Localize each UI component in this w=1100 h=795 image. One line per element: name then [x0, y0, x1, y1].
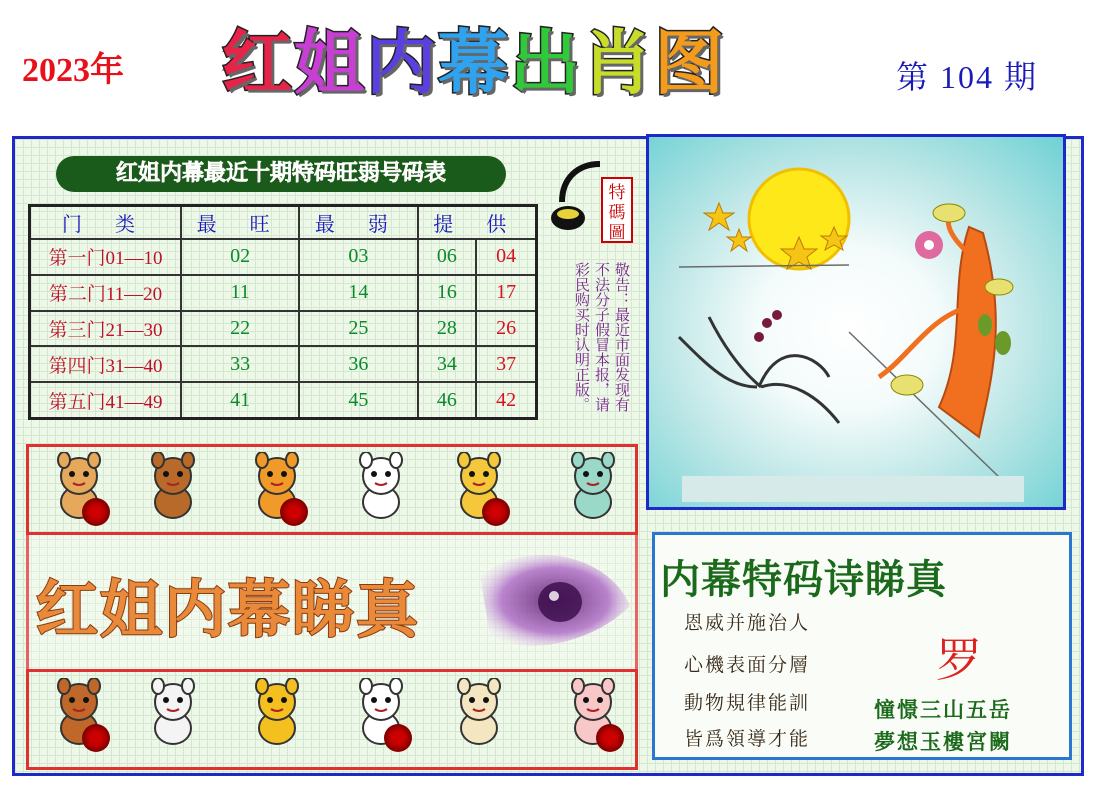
- cell-p2: 17: [476, 275, 536, 311]
- table-header-row: [30, 206, 537, 240]
- header-max: 最 旺: [181, 206, 299, 240]
- table-row: [30, 382, 537, 418]
- cell-p2: 04: [476, 239, 536, 275]
- poem-line: 心機表面分層: [684, 654, 811, 676]
- eye-icon: [470, 536, 640, 670]
- header-min: 最 弱: [299, 206, 417, 240]
- cell-label: 第二门11—20: [30, 275, 181, 311]
- title-char: 图: [654, 22, 726, 104]
- red-blot-marker: [596, 724, 624, 752]
- moon-tree-illustration: [646, 134, 1066, 510]
- year-label: 2023年: [22, 52, 124, 89]
- cell-max: 41: [181, 382, 299, 418]
- header-category: 门 类: [30, 206, 181, 240]
- table-row: [30, 311, 537, 347]
- title-char: 出: [510, 22, 582, 104]
- cell-min: 03: [299, 239, 417, 275]
- cell-p1: 28: [418, 311, 477, 347]
- issue-number: 第 104 期: [896, 59, 1039, 95]
- poem-green-line: 憧憬三山五岳: [874, 698, 1012, 722]
- cell-max: 02: [181, 239, 299, 275]
- goat-icon: [140, 678, 206, 748]
- monkey-icon: [244, 678, 310, 748]
- title-char: 红: [222, 22, 294, 104]
- red-blot-marker: [82, 498, 110, 526]
- poem-line: 動物規律能訓: [684, 692, 811, 714]
- ox-icon: [140, 452, 206, 522]
- cell-min: 36: [299, 346, 417, 382]
- cell-min: 25: [299, 311, 417, 347]
- poem-highlight: 罗: [936, 633, 982, 687]
- poem-line: 恩威并施治人: [684, 612, 811, 634]
- title-char: 内: [366, 22, 438, 104]
- cell-max: 11: [181, 275, 299, 311]
- title-char: 肖: [582, 22, 654, 104]
- red-blot-marker: [482, 498, 510, 526]
- banner-title: 红姐内幕睇真: [36, 573, 421, 646]
- badge-char: 圖: [608, 223, 626, 243]
- rabbit-icon: [348, 452, 414, 522]
- red-blot-marker: [82, 724, 110, 752]
- notice-text: 敬告：最近市面发现有不法分子假冒本报，请彩民购买时认明正版。: [573, 262, 631, 412]
- cell-p1: 06: [418, 239, 477, 275]
- number-table: [28, 204, 538, 420]
- caption-bar: [682, 476, 1024, 502]
- tema-badge-icon: [548, 158, 634, 244]
- cell-p1: 46: [418, 382, 477, 418]
- page-title: [222, 22, 726, 104]
- title-char: 姐: [294, 22, 366, 104]
- cell-label: 第三门21—30: [30, 311, 181, 347]
- red-blot-marker: [384, 724, 412, 752]
- table-title: 红姐内幕最近十期特码旺弱号码表: [56, 156, 506, 192]
- snake-icon: [560, 452, 626, 522]
- badge-char: 碼: [608, 203, 626, 223]
- poem-title: 内幕特码诗睇真: [660, 556, 947, 603]
- cell-min: 14: [299, 275, 417, 311]
- red-blot-marker: [280, 498, 308, 526]
- cell-label: 第五门41—49: [30, 382, 181, 418]
- cell-p2: 26: [476, 311, 536, 347]
- cell-min: 45: [299, 382, 417, 418]
- cell-p1: 34: [418, 346, 477, 382]
- table-row: [30, 239, 537, 275]
- table-row: [30, 275, 537, 311]
- header-provide: 提 供: [418, 206, 537, 240]
- cell-p2: 37: [476, 346, 536, 382]
- badge-char: 特: [608, 183, 626, 203]
- cell-max: 22: [181, 311, 299, 347]
- title-char: 幕: [438, 22, 510, 104]
- poem-line: 皆爲領導才能: [684, 728, 811, 750]
- cell-p1: 16: [418, 275, 477, 311]
- poem-green-line: 夢想玉樓宮闕: [874, 730, 1012, 754]
- cell-p2: 42: [476, 382, 536, 418]
- cell-label: 第一门01—10: [30, 239, 181, 275]
- dog-icon: [446, 678, 512, 748]
- cell-label: 第四门31—40: [30, 346, 181, 382]
- cell-max: 33: [181, 346, 299, 382]
- table-row: [30, 346, 537, 382]
